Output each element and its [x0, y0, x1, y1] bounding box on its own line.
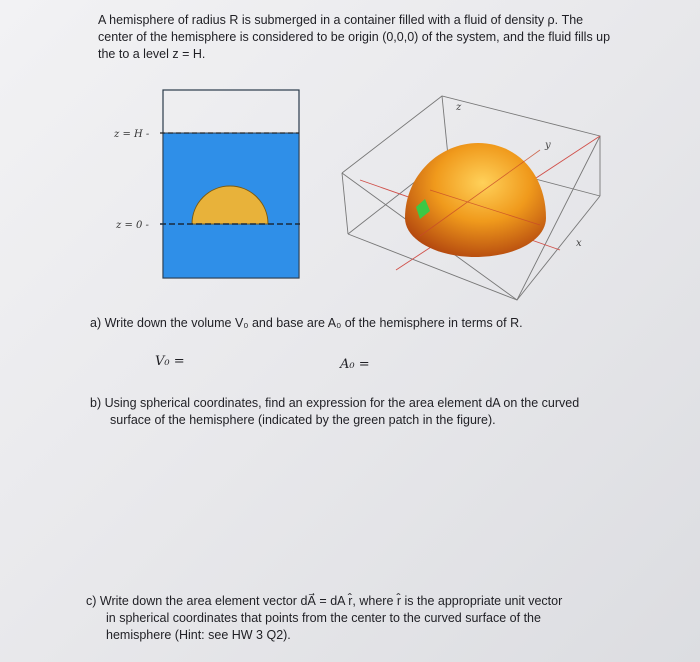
label-z-h: z = H - — [114, 129, 150, 140]
question-c-line-2: in spherical coordinates that points from the center to the curved surface of the — [106, 611, 541, 625]
v0-answer-label: V₀ = — [155, 354, 185, 369]
question-c-line-1: c) Write down the area element vector dA⃗ = dA r̂, where r̂ is the appropriate unit vector — [86, 594, 563, 608]
question-a: a) Write down the volume V₀ and base are A₀ of the hemisphere in terms of R. — [90, 316, 523, 330]
intro-line-3: the to a level z = H. — [98, 47, 206, 61]
question-b-line-1: b) Using spherical coordinates, find an expression for the area element dA on the curved — [90, 396, 580, 410]
axis-y-label: y — [545, 140, 551, 151]
intro-line-1: A hemisphere of radius R is submerged in a container filled with a fluid of density ρ. The — [98, 13, 584, 27]
question-b-line-2: surface of the hemisphere (indicated by the green patch in the figure). — [110, 413, 496, 427]
axis-x-label: x — [576, 238, 582, 249]
a0-answer-label: A₀ = — [340, 357, 370, 372]
question-c-line-3: hemisphere (Hint: see HW 3 Q2). — [106, 628, 291, 642]
intro-line-2: center of the hemisphere is considered to be origin (0,0,0) of the system, and the fluid fills up — [98, 30, 611, 44]
hemisphere-3d — [405, 143, 546, 257]
axis-z-label: z — [456, 102, 462, 113]
question-b — [90, 395, 640, 429]
label-z-0: z = 0 - — [116, 220, 149, 231]
question-c — [86, 593, 640, 644]
